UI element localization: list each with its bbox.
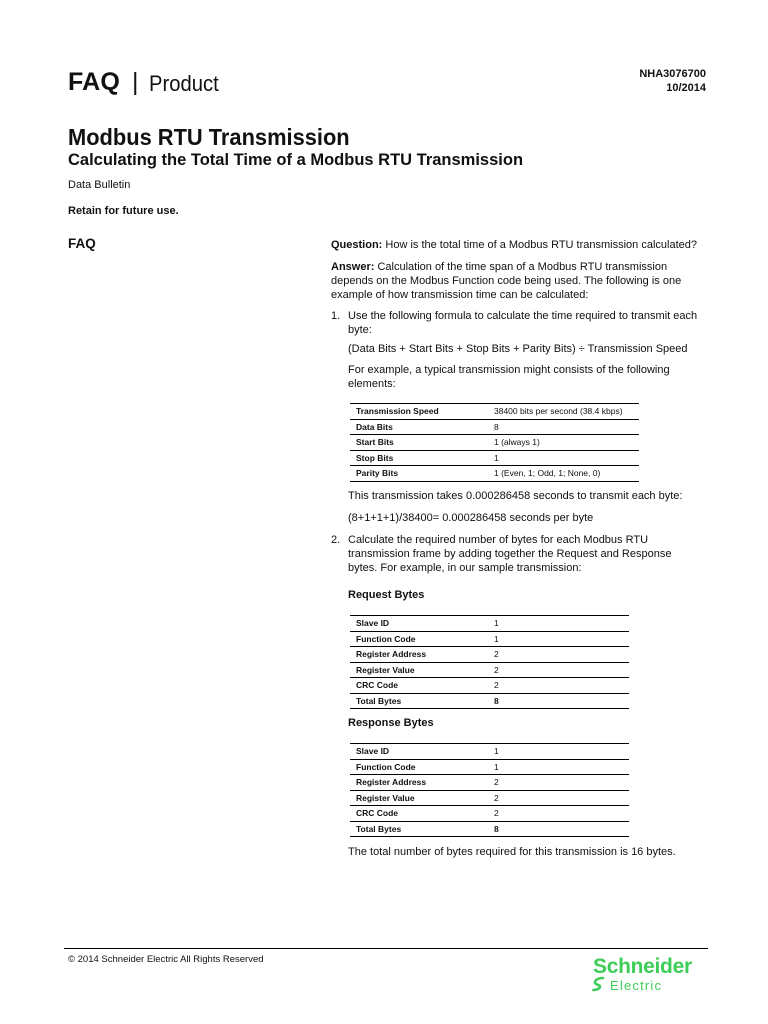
transmission-table — [350, 403, 639, 482]
step-1-text: Use the following formula to calculate the time required to transmit each byte: — [348, 310, 698, 336]
table-row: Register Address 2 — [350, 647, 629, 663]
doc-date: 10/2014 — [666, 82, 706, 94]
table-row: Parity Bits 1 (Even, 1; Odd, 1; None, 0) — [350, 466, 639, 482]
doc-meta — [639, 67, 706, 95]
schneider-logo-icon — [592, 976, 608, 992]
answer-text: Calculation of the time span of a Modbus RTU transmission depends on the Modbus Function code being used. The following is one example of how transmission time can be calculated: — [331, 261, 682, 301]
table-row: Function Code 1 — [350, 759, 629, 775]
logo-subtext: Electric — [610, 978, 663, 993]
retain-note: Retain for future use. — [68, 205, 179, 217]
header-separator: | — [132, 68, 139, 96]
answer-label: Answer: — [331, 261, 375, 273]
question — [331, 238, 711, 252]
request-table — [350, 615, 629, 709]
request-heading: Request Bytes — [348, 589, 425, 601]
step-1-number: 1. — [331, 310, 341, 322]
doc-type: Data Bulletin — [68, 179, 131, 191]
answer — [331, 260, 711, 302]
table-row: Start Bits 1 (always 1) — [350, 435, 639, 451]
table-row: Total Bytes 8 — [350, 693, 629, 709]
response-table — [350, 743, 629, 837]
question-label: Question: — [331, 239, 383, 251]
formula: (Data Bits + Start Bits + Stop Bits + Parity Bits) ÷ Transmission Speed — [348, 343, 688, 355]
table-row: CRC Code 2 — [350, 678, 629, 694]
copyright: © 2014 Schneider Electric All Rights Reserved — [68, 954, 264, 965]
table-row: Data Bits 8 — [350, 419, 639, 435]
doc-number: NHA3076700 — [639, 68, 706, 80]
page-subtitle: Calculating the Total Time of a Modbus RTU Transmission — [68, 151, 524, 169]
footer-divider — [64, 948, 708, 949]
example-intro: For example, a typical transmission might consists of the following elements: — [348, 364, 670, 390]
table-row: Total Bytes 8 — [350, 821, 629, 837]
table-row: Stop Bits 1 — [350, 450, 639, 466]
logo-wordmark: Schneider — [593, 955, 692, 978]
table-row: Register Value 2 — [350, 790, 629, 806]
table-row: Slave ID 1 — [350, 744, 629, 760]
question-text: How is the total time of a Modbus RTU transmission calculated? — [382, 239, 697, 251]
conclusion-text: The total number of bytes required for this transmission is 16 bytes. — [348, 846, 676, 858]
step-2-text: Calculate the required number of bytes for each Modbus RTU transmission frame by adding together the Request and Response bytes. For example, in our sample transmission: — [348, 534, 672, 574]
step-2-number: 2. — [331, 534, 341, 546]
header-section: Product — [149, 71, 219, 96]
table-row: Transmission Speed 38400 bits per second (38.4 kbps) — [350, 404, 639, 420]
table-row: Register Address 2 — [350, 775, 629, 791]
table-row: Register Value 2 — [350, 662, 629, 678]
table-row: CRC Code 2 — [350, 806, 629, 822]
result-text: This transmission takes 0.000286458 seconds to transmit each byte: — [348, 490, 683, 502]
header-category: FAQ — [68, 68, 120, 96]
table-row: Slave ID 1 — [350, 616, 629, 632]
calc-text: (8+1+1+1)/38400= 0.000286458 seconds per byte — [348, 512, 594, 524]
response-heading: Response Bytes — [348, 717, 434, 729]
side-heading: FAQ — [68, 236, 96, 251]
page-title: Modbus RTU Transmission — [68, 124, 350, 150]
table-row: Function Code 1 — [350, 631, 629, 647]
